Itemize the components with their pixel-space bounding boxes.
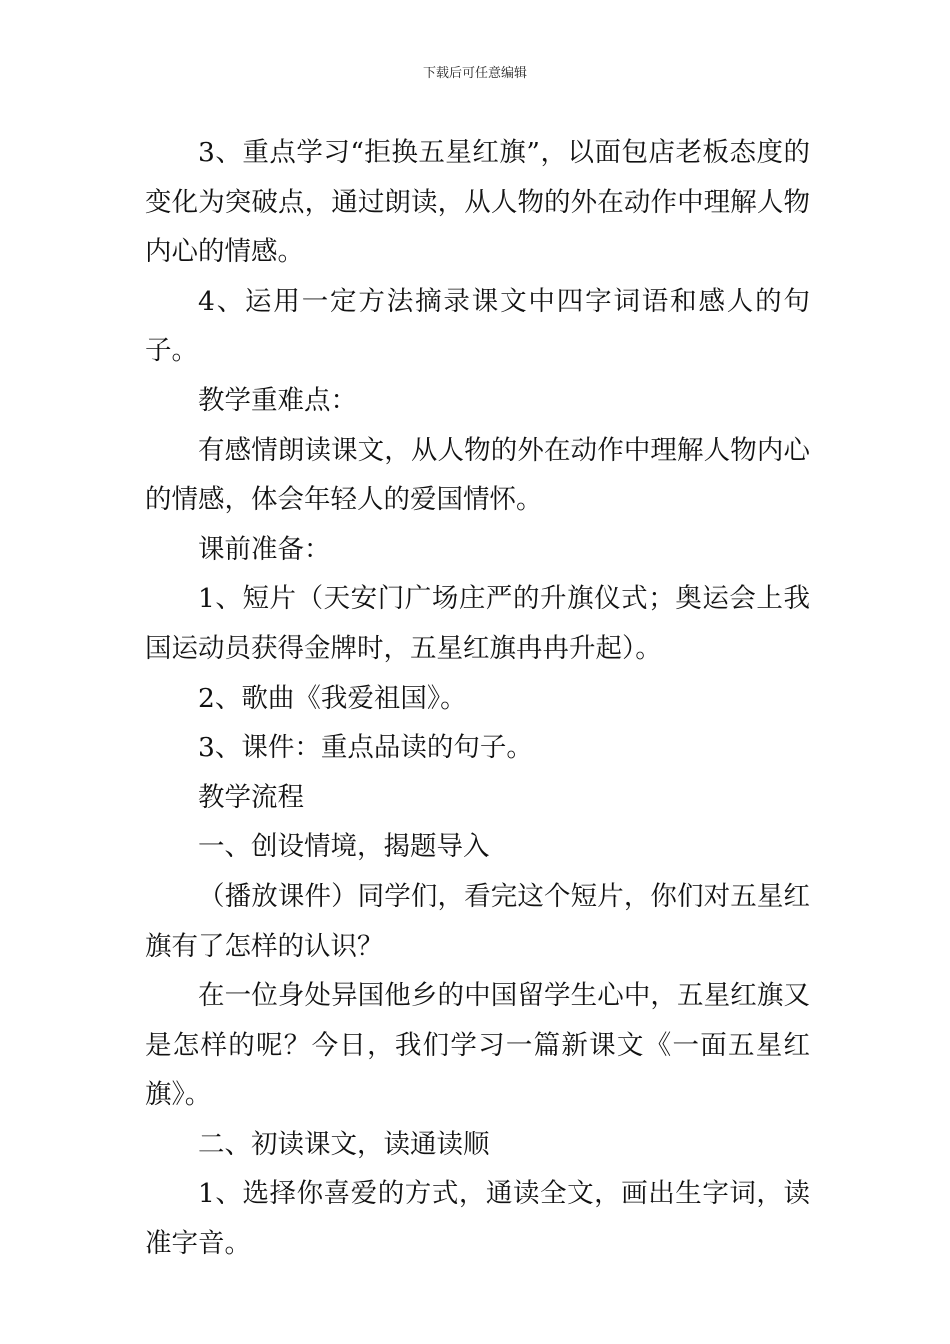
- preparation-item-2: 2、歌曲《我爱祖国》。: [198, 682, 467, 714]
- document-body: [145, 128, 810, 1269]
- key-points-text: 有感情朗读课文，从人物的外在动作中理解人物内心的情感，体会年轻人的爱国情怀。: [145, 434, 810, 516]
- section-heading-key-points: 教学重难点：: [198, 384, 357, 416]
- page-header: 下载后可任意编辑: [422, 66, 527, 81]
- step-1-text-a: （播放课件）同学们，看完这个短片，你们对五星红旗有了怎样的认识？: [145, 880, 810, 962]
- step-1-text-b: 在一位身处异国他乡的中国留学生心中，五星红旗又是怎样的呢？今日，我们学习一篇新课文《一面五星红旗》。: [145, 980, 810, 1111]
- section-heading-process: 教学流程: [198, 781, 304, 813]
- section-heading-preparation: 课前准备：: [198, 533, 331, 565]
- step-heading-1: 一、创设情境，揭题导入: [198, 831, 490, 863]
- objective-3: 3、重点学习“拒换五星红旗”，以面包店老板态度的变化为突破点，通过朗读，从人物的外在动作中理解人物内心的情感。: [145, 137, 810, 268]
- step-heading-2: 二、初读课文，读通读顺: [198, 1128, 490, 1160]
- step-2-item-1: 1、选择你喜爱的方式，通读全文，画出生字词，读准字音。: [145, 1178, 810, 1260]
- preparation-item-1: 1、短片（天安门广场庄严的升旗仪式；奥运会上我国运动员获得金牌时，五星红旗冉冉升起）。: [145, 583, 810, 664]
- objective-4: 4、运用一定方法摘录课文中四字词语和感人的句子。: [145, 285, 810, 367]
- preparation-item-3: 3、课件：重点品读的句子。: [198, 732, 533, 764]
